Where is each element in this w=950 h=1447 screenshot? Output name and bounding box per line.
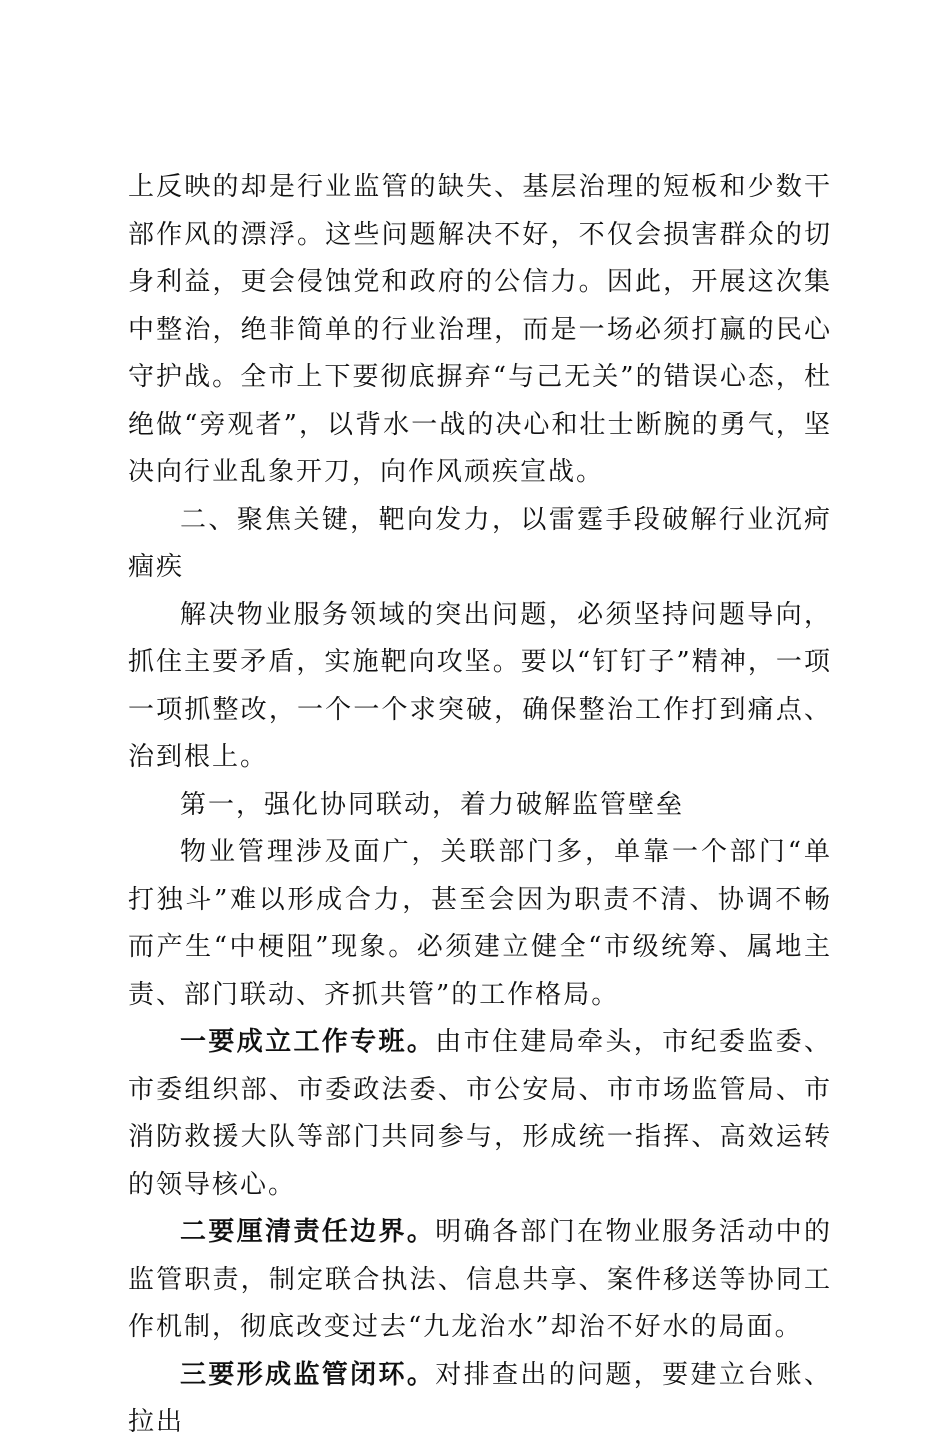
paragraph-text: 明确各部门在物业服务活动中的监管职责，制定联合执法、信息共享、案件移送等协同工作机制，彻底改变过去“九龙治水”却治不好水的局面。: [128, 1217, 832, 1342]
bold-lead: 一要成立工作专班。: [180, 1027, 436, 1057]
paragraph-intro: [128, 592, 832, 782]
bold-lead: 三要形成监管闭环。: [180, 1359, 436, 1390]
bold-lead: 二要厘清责任边界。: [180, 1217, 436, 1247]
document-body: [128, 164, 832, 1447]
paragraph-text: 物业管理涉及面广，关联部门多，单靠一个部门“单打独斗”难以形成合力，甚至会因为职责不清、协调不畅而产生“中梗阻”现象。必须建立健全“市级统筹、属地主责、部门联动、齐抓共管”的工作格局。: [128, 837, 832, 1010]
paragraph-task-two: [128, 1209, 832, 1352]
paragraph-task-one: [128, 1019, 832, 1209]
paragraph-text: 由市住建局牵头，市纪委监委、市委组织部、市委政法委、市公安局、市市场监管局、市消防救援大队等部门共同参与，形成统一指挥、高效运转的领导核心。: [128, 1027, 832, 1200]
paragraph-text: 上反映的却是行业监管的缺失、基层治理的短板和少数干部作风的漂浮。这些问题解决不好，不仅会损害群众的切身利益，更会侵蚀党和政府的公信力。因此，开展这次集中整治，绝非简单的行业治理，而是一场必须打赢的民心守护战。全市上下要彻底摒弃“与己无关”的错误心态，杜绝做“旁观者”，以背水一战的决心和壮士断腕的勇气，坚决向行业乱象开刀，向作风顽疾宣战。: [128, 172, 832, 487]
paragraph-text: 对排查出的问题，要建立台账、拉出: [128, 1359, 832, 1437]
subheading-text: 第一，强化协同联动，着力破解监管壁垒: [180, 789, 685, 820]
heading-text: 二、聚焦关键，靶向发力，以雷霆手段破解行业沉疴痼疾: [128, 504, 832, 582]
paragraph-continuation: [128, 164, 832, 497]
paragraph-task-three: [128, 1352, 832, 1447]
paragraph-text: 解决物业服务领域的突出问题，必须坚持问题导向，抓住主要矛盾，实施靶向攻坚。要以“钉钉子”精神，一项一项抓整改，一个一个求突破，确保整治工作打到痛点、治到根上。: [128, 599, 832, 772]
paragraph-coordination: [128, 829, 832, 1019]
subheading-first: [128, 782, 832, 830]
section-heading-two: [128, 497, 832, 592]
